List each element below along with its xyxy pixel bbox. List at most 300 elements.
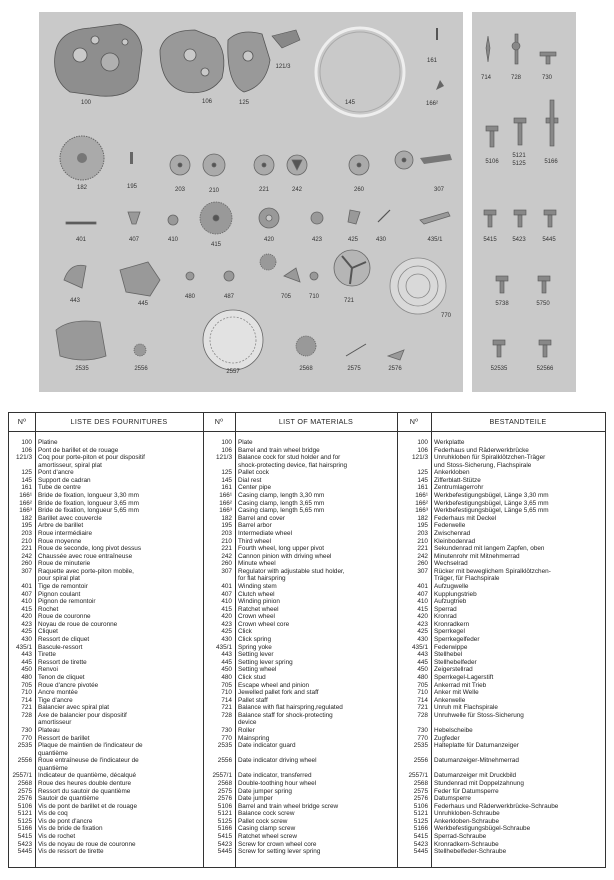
- column-french: [35, 439, 203, 856]
- table-cell: Pignon de remontoir: [38, 598, 96, 606]
- table-cell: Kronradkern-Schraube: [434, 840, 499, 848]
- table-cell: 420: [21, 613, 32, 621]
- table-cell: 415: [21, 605, 32, 613]
- table-cell: Roue d'ancre pivotée: [38, 681, 99, 689]
- table-cell: 730: [21, 726, 32, 734]
- table-cell: 480: [221, 673, 232, 681]
- table-cell: 2576: [413, 795, 428, 803]
- table-cell: 430: [221, 636, 232, 644]
- table-cell: 401: [417, 582, 428, 590]
- table-cell: Casing clamp, length 5,65 mm: [238, 507, 325, 515]
- table-cell: 401: [21, 582, 32, 590]
- table-cell: Roller: [238, 726, 255, 734]
- table-cell: 5166: [413, 825, 428, 833]
- table-cell: 166³: [219, 507, 232, 515]
- table-cell: 203: [21, 529, 32, 537]
- table-cell: 100: [221, 439, 232, 446]
- table-cell: 721: [21, 704, 32, 712]
- table-cell: 721: [221, 704, 232, 712]
- table-cell: [397, 719, 431, 727]
- table-cell: 705: [417, 681, 428, 689]
- table-cell: 420: [221, 613, 232, 621]
- table-cell: Ressort du sautoir de quantième: [38, 787, 131, 795]
- table-cell: Minute wheel: [238, 560, 276, 568]
- table-cell: 430: [417, 636, 428, 644]
- table-cell: 307: [417, 567, 428, 575]
- table-cell: 705: [21, 681, 32, 689]
- table-cell: 260: [417, 560, 428, 568]
- table-cell: Tirette: [38, 651, 56, 659]
- table-cell: [203, 750, 235, 758]
- table-cell: Barrel and train wheel bridge: [238, 446, 320, 454]
- part-number-label: 420: [263, 237, 275, 243]
- part-number-label: 435/1: [427, 237, 443, 243]
- table-cell: 145: [21, 476, 32, 484]
- table-cell: Kupplungstrieb: [434, 590, 477, 598]
- table-cell: Casing clamp, length 3,65 mm: [238, 499, 325, 507]
- table-cell: amortisseur, spiral plat: [38, 461, 102, 469]
- table-cell: Zentrumlagerrohr: [434, 484, 484, 492]
- column-no-fr: [9, 439, 35, 856]
- table-cell: [431, 750, 605, 758]
- table-cell: 5125: [17, 817, 32, 825]
- table-cell: 435/1: [216, 643, 232, 651]
- part-number-label: 5423: [512, 237, 526, 243]
- part-number-label: 480: [184, 294, 196, 300]
- table-cell: 480: [21, 673, 32, 681]
- table-cell: Indicateur de quantième, décalqué: [38, 772, 137, 780]
- table-cell: Date indicator driving wheel: [238, 757, 317, 765]
- table-cell: Kronradkern: [434, 620, 470, 628]
- table-cell: 125: [221, 469, 232, 477]
- table-cell: 242: [417, 552, 428, 560]
- table-cell: 106: [417, 446, 428, 454]
- table-cell: 2568: [413, 780, 428, 788]
- part-number-label: 161: [426, 58, 438, 64]
- table-cell: 5106: [413, 802, 428, 810]
- table-cell: 443: [221, 651, 232, 659]
- table-cell: Intermediate wheel: [238, 529, 292, 537]
- table-cell: Rücker mit beweglichem Spiralklötzchen-: [434, 567, 551, 575]
- table-cell: 435/1: [16, 643, 32, 651]
- table-cell: Roue moyenne: [38, 537, 82, 545]
- table-cell: 407: [417, 590, 428, 598]
- table-cell: 2568: [217, 780, 232, 788]
- table-cell: [397, 765, 431, 773]
- part-number-label: 415: [210, 242, 222, 248]
- part-number-label: 728: [510, 75, 522, 81]
- table-cell: Pallet cock: [238, 469, 269, 477]
- table-cell: Click spring: [238, 636, 272, 644]
- table-cell: 714: [221, 696, 232, 704]
- table-cell: 106: [21, 446, 32, 454]
- table-cell: Balance cock for stud holder and for: [238, 454, 341, 462]
- table-cell: Träger, für Flachspirale: [434, 575, 500, 583]
- table-cell: 210: [221, 537, 232, 545]
- table-cell: 307: [221, 567, 232, 575]
- part-number-label: 5750: [536, 301, 550, 307]
- table-cell: Chaussée avec roue entraîneuse: [38, 552, 133, 560]
- table-cell: 710: [417, 689, 428, 697]
- part-number-label: 106: [201, 99, 213, 105]
- table-cell: 2556: [413, 757, 428, 765]
- table-cell: shock-protecting device, flat hairspring: [238, 461, 348, 469]
- table-cell: Noyau de roue de couronne: [38, 620, 118, 628]
- part-number-label: 443: [69, 298, 81, 304]
- table-cell: Roue de couronne: [38, 613, 91, 621]
- pallet-cock-part: [228, 32, 270, 92]
- table-cell: 2576: [17, 795, 32, 803]
- table-cell: Datumanzeiger mit Druckbild: [434, 772, 517, 780]
- table-cell: 401: [221, 582, 232, 590]
- table-cell: 423: [21, 620, 32, 628]
- table-cell: 410: [21, 598, 32, 606]
- header-liste-des-fournitures: LISTE DES FOURNITURES: [70, 417, 168, 426]
- table-cell: 182: [21, 514, 32, 522]
- table-cell: 166¹: [415, 492, 428, 500]
- table-cell: 410: [417, 598, 428, 606]
- table-cell: Ankerkloben: [434, 469, 470, 477]
- table-cell: Third wheel: [238, 537, 272, 545]
- part-number-label: 5121: [512, 153, 526, 159]
- table-cell: Kleinbodenrad: [434, 537, 476, 545]
- table-cell: device: [238, 719, 257, 727]
- table-cell: 5125: [413, 817, 428, 825]
- table-cell: 5415: [217, 833, 232, 841]
- table-cell: 420: [417, 613, 428, 621]
- table-cell: Sperrad: [434, 605, 457, 613]
- table-cell: 5423: [217, 840, 232, 848]
- table-cell: 5445: [413, 848, 428, 856]
- table-cell: Setting wheel: [238, 666, 277, 674]
- table-cell: Anker mit Welle: [434, 689, 479, 697]
- part-number-label: 5738: [495, 301, 509, 307]
- table-cell: Unruhkloben-Schraube: [434, 810, 500, 818]
- table-cell: Plaque de maintien de l'indicateur de: [38, 742, 143, 750]
- table-cell: Werkbefestigungsbügel, Länge 3,65 mm: [434, 499, 549, 507]
- table-cell: 145: [417, 476, 428, 484]
- table-cell: 728: [21, 711, 32, 719]
- table-cell: 5415: [17, 833, 32, 841]
- table-cell: [397, 750, 431, 758]
- table-cell: Pont d'ancre: [38, 469, 74, 477]
- part-number-label: 5166: [544, 159, 558, 165]
- table-cell: Vis de coq: [38, 810, 68, 818]
- table-cell: 182: [221, 514, 232, 522]
- table-cell: 5445: [217, 848, 232, 856]
- table-cell: 407: [221, 590, 232, 598]
- table-cell: [203, 575, 235, 583]
- table-cell: Ankerwelle: [434, 696, 466, 704]
- screws-panel: [472, 12, 576, 392]
- table-cell: 407: [21, 590, 32, 598]
- table-cell: 5423: [17, 840, 32, 848]
- table-cell: 121/3: [412, 454, 428, 462]
- table-cell: Date jumper spring: [238, 787, 292, 795]
- part-number-label: 195: [126, 184, 138, 190]
- table-cell: 2556: [17, 757, 32, 765]
- table-cell: Regulator with adjustable stud holder,: [238, 567, 345, 575]
- table-cell: Zifferblatt-Stütze: [434, 476, 481, 484]
- table-cell: 443: [21, 651, 32, 659]
- table-cell: Barrel arbor: [238, 522, 272, 530]
- table-cell: 710: [221, 689, 232, 697]
- table-cell: 5106: [17, 802, 32, 810]
- table-cell: 5121: [17, 810, 32, 818]
- table-cell: 100: [21, 439, 32, 446]
- table-cell: Clutch wheel: [238, 590, 275, 598]
- part-number-label: 5125: [512, 161, 526, 167]
- table-cell: [9, 575, 35, 583]
- table-cell: 5106: [217, 802, 232, 810]
- table-cell: 100: [417, 439, 428, 446]
- table-cell: Vis de pont de barillet et de rouage: [38, 802, 138, 810]
- table-cell: Click: [238, 628, 252, 636]
- table-cell: 210: [21, 537, 32, 545]
- table-cell: 450: [417, 666, 428, 674]
- column-no-en: [203, 439, 235, 856]
- table-cell: 203: [221, 529, 232, 537]
- part-number-label: 2575: [347, 366, 361, 372]
- table-cell: Bride de fixation, longueur 3,30 mm: [38, 492, 139, 500]
- table-cell: Federhaus und Räderwerkbrücke: [434, 446, 529, 454]
- table-cell: 5121: [413, 810, 428, 818]
- table-cell: Date indicator guard: [238, 742, 296, 750]
- dial-rest-ring: [316, 28, 404, 116]
- table-cell: Balance with flat hairspring,regulated: [238, 704, 343, 712]
- bridge-part: [160, 30, 224, 93]
- table-cell: [431, 765, 605, 773]
- table-cell: 161: [21, 484, 32, 492]
- table-cell: 2576: [217, 795, 232, 803]
- part-number-label: 705: [280, 294, 292, 300]
- table-cell: Sperrad-Schraube: [434, 833, 487, 841]
- table-cell: Sperrkegel: [434, 628, 465, 636]
- part-number-label: 2576: [388, 366, 402, 372]
- table-cell: Stundenrad mit Doppelzahnung: [434, 780, 524, 788]
- part-number-label: 5415: [483, 237, 497, 243]
- table-cell: 221: [417, 545, 428, 553]
- table-cell: Ressort de tirette: [38, 658, 87, 666]
- table-cell: 425: [417, 628, 428, 636]
- table-cell: Stellhebel: [434, 651, 463, 659]
- column-german: [431, 439, 605, 856]
- table-cell: [203, 462, 235, 470]
- table-cell: 210: [417, 537, 428, 545]
- part-number-label: 401: [75, 237, 87, 243]
- table-cell: Balance cock screw: [238, 810, 295, 818]
- part-number-label: 182: [76, 185, 88, 191]
- table-cell: 161: [417, 484, 428, 492]
- parts-list-table: [8, 412, 606, 868]
- table-cell: 5166: [17, 825, 32, 833]
- part-number-label: 445: [137, 301, 149, 307]
- table-cell: 714: [417, 696, 428, 704]
- table-cell: Renvoi: [38, 666, 58, 674]
- part-number-label: 145: [344, 100, 356, 106]
- table-cell: 480: [417, 673, 428, 681]
- table-cell: 2535: [17, 742, 32, 750]
- table-cell: [397, 575, 431, 583]
- table-cell: 145: [221, 476, 232, 484]
- table-cell: 166²: [219, 499, 232, 507]
- table-cell: Escape wheel and pinion: [238, 681, 310, 689]
- parts-illustrations: [0, 0, 614, 400]
- table-cell: Bride de fixation, longueur 3,65 mm: [38, 499, 139, 507]
- part-number-label: 210: [208, 188, 220, 194]
- table-cell: Vis de pont d'ancre: [38, 817, 93, 825]
- table-cell: 730: [221, 726, 232, 734]
- table-cell: Kronrad: [434, 613, 457, 621]
- table-cell: Ankerkloben-Schraube: [434, 817, 500, 825]
- table-cell: 2575: [17, 787, 32, 795]
- header-rule: [9, 431, 605, 432]
- balance-cock-part: [272, 30, 300, 48]
- part-number-label: 5445: [542, 237, 556, 243]
- table-cell: Federwippe: [434, 643, 468, 651]
- table-cell: Sperrkegelfeder: [434, 636, 480, 644]
- part-number-label: 487: [223, 294, 235, 300]
- table-cell: 425: [21, 628, 32, 636]
- table-cell: 121/3: [216, 454, 232, 462]
- part-number-label: 52566: [536, 366, 554, 372]
- header-no-de: Nº: [409, 417, 419, 426]
- table-cell: 2575: [413, 787, 428, 795]
- part-number-label: 221: [258, 187, 270, 193]
- table-cell: 5423: [413, 840, 428, 848]
- table-cell: [9, 719, 35, 727]
- table-cell: 450: [221, 666, 232, 674]
- part-number-label: 425: [347, 237, 359, 243]
- table-cell: 430: [21, 636, 32, 644]
- table-cell: Mainspring: [238, 734, 270, 742]
- part-number-label: 770: [440, 313, 452, 319]
- table-cell: 415: [221, 605, 232, 613]
- table-cell: 450: [21, 666, 32, 674]
- table-cell: Federhaus mit Deckel: [434, 514, 497, 522]
- table-cell: 423: [417, 620, 428, 628]
- table-cell: 770: [417, 734, 428, 742]
- part-number-label: 5106: [485, 159, 499, 165]
- table-cell: 721: [417, 704, 428, 712]
- table-cell: Tige d'ancre: [38, 696, 73, 704]
- table-cell: 5445: [17, 848, 32, 856]
- table-cell: 221: [21, 545, 32, 553]
- table-cell: Ancre montée: [38, 689, 78, 697]
- table-cell: [9, 462, 35, 470]
- table-cell: 5415: [413, 833, 428, 841]
- table-cell: Plateau: [38, 726, 60, 734]
- table-cell: Bride de fixation, longueur 5,65 mm: [38, 507, 139, 515]
- table-cell: Support de cadran: [38, 476, 91, 484]
- table-cell: Winding stem: [238, 582, 277, 590]
- table-cell: 2557/1: [408, 772, 428, 780]
- part-number-label: 203: [174, 187, 186, 193]
- table-cell: 728: [221, 711, 232, 719]
- part-number-label: 52535: [490, 366, 508, 372]
- table-cell: Werkbefestigungsbügel, Länge 3,30 mm: [434, 492, 549, 500]
- table-cell: Balance staff for shock-protecting: [238, 711, 333, 719]
- table-cell: 2535: [413, 742, 428, 750]
- table-cell: 5166: [217, 825, 232, 833]
- table-cell: Feder für Datumsperre: [434, 787, 499, 795]
- part-number-label: 410: [167, 237, 179, 243]
- table-cell: Stellhebelfeder-Schraube: [434, 848, 507, 856]
- part-number-label: 2556: [134, 366, 148, 372]
- table-cell: Crown wheel core: [238, 620, 290, 628]
- table-cell: 260: [21, 560, 32, 568]
- table-cell: Arbre de barillet: [38, 522, 84, 530]
- table-cell: Bascule-ressort: [38, 643, 83, 651]
- table-cell: 415: [417, 605, 428, 613]
- part-number-label: 430: [375, 237, 387, 243]
- table-cell: Pignon coulant: [38, 590, 81, 598]
- part-number-label: 307: [433, 187, 445, 193]
- table-cell: 121/3: [16, 454, 32, 462]
- table-cell: Rochet: [38, 605, 59, 613]
- table-cell: 203: [417, 529, 428, 537]
- table-cell: 166²: [19, 499, 32, 507]
- table-cell: 770: [21, 734, 32, 742]
- table-cell: Ressort de cliquet: [38, 636, 90, 644]
- table-cell: 770: [221, 734, 232, 742]
- table-cell: Vis de ressort de tirette: [38, 848, 104, 856]
- part-number-label: 2568: [299, 366, 313, 372]
- table-cell: Casing clamp, length 3,30 mm: [238, 492, 325, 500]
- table-cell: Platine: [38, 439, 58, 446]
- table-cell: Vis de noyau de roue de couronne: [38, 840, 136, 848]
- table-cell: Cannon pinion with driving wheel: [238, 552, 332, 560]
- table-cell: 166²: [415, 499, 428, 507]
- table-cell: [203, 765, 235, 773]
- table-cell: 125: [21, 469, 32, 477]
- table-cell: 730: [417, 726, 428, 734]
- table-cell: Hebelscheibe: [434, 726, 473, 734]
- table-cell: Plate: [238, 439, 253, 446]
- table-cell: Click stud: [238, 673, 266, 681]
- part-number-label: 125: [238, 100, 250, 106]
- table-cell: Pallet cock screw: [238, 817, 288, 825]
- table-cell: Unruhkloben für Spiralklötzchen-Träger: [434, 454, 546, 462]
- table-cell: Fourth wheel, long upper pivot: [238, 545, 324, 553]
- table-cell: Aufzugwelle: [434, 582, 469, 590]
- table-cell: 242: [21, 552, 32, 560]
- table-cell: 260: [221, 560, 232, 568]
- table-cell: Crown wheel: [238, 613, 275, 621]
- table-cell: Ankerrad mit Trieb: [434, 681, 487, 689]
- table-cell: Date indicator, transferred: [238, 772, 312, 780]
- table-cell: pour spiral plat: [38, 575, 80, 583]
- column-english: [235, 439, 397, 856]
- table-cell: [397, 462, 431, 470]
- table-cell: 221: [221, 545, 232, 553]
- table-cell: Double-toothing hour wheel: [238, 780, 317, 788]
- part-number-label: 407: [128, 237, 140, 243]
- table-cell: 106: [221, 446, 232, 454]
- table-cell: Barrel and train wheel bridge screw: [238, 802, 339, 810]
- part-number-label: 2535: [75, 366, 89, 372]
- table-cell: Date jumper: [238, 795, 273, 803]
- table-cell: 195: [221, 522, 232, 530]
- table-cell: Raquette avec porte-piton mobile,: [38, 567, 134, 575]
- table-cell: Screw for setting lever spring: [238, 848, 321, 856]
- table-cell: for flat hairspring: [238, 575, 286, 583]
- part-number-label: 721: [343, 298, 355, 304]
- table-cell: Setting lever spring: [238, 658, 293, 666]
- table-cell: Sekundenrad mit langem Zapfen, oben: [434, 545, 545, 553]
- table-cell: Spring yoke: [238, 643, 272, 651]
- table-cell: Roue des heures double denture: [38, 780, 132, 788]
